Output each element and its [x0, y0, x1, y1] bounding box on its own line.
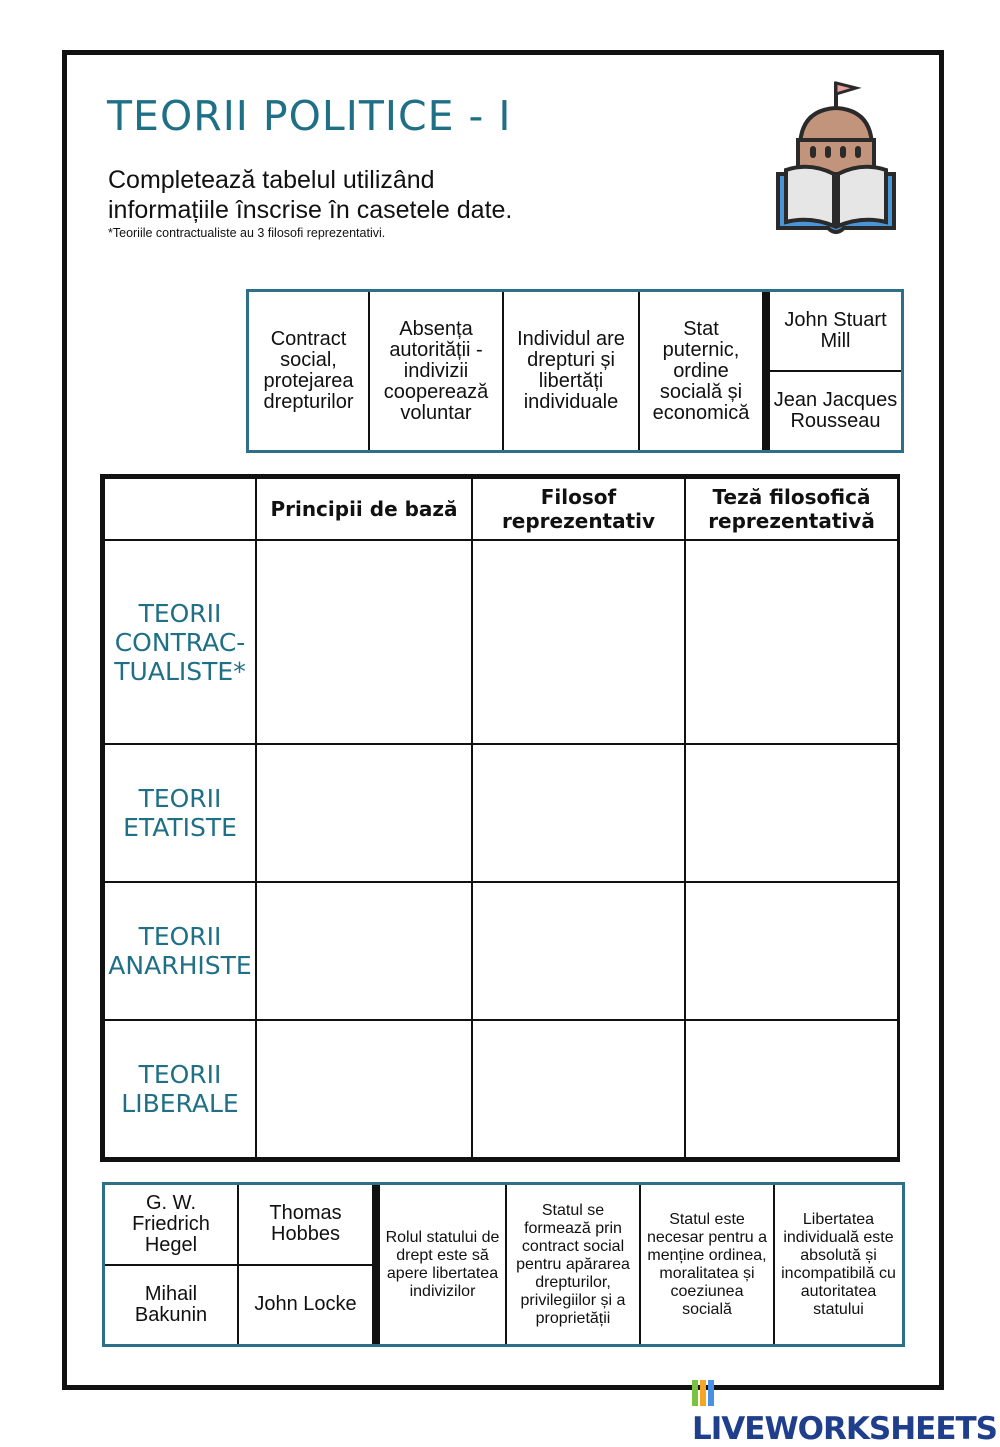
drop-zone[interactable] — [472, 882, 685, 1020]
instructions-note: *Teoriile contractualiste au 3 filosofi reprezentativi. — [108, 226, 386, 240]
capitol-book-icon — [770, 78, 902, 238]
name-card[interactable]: John Locke — [254, 1293, 357, 1316]
name-card[interactable]: Thomas Hobbes — [239, 1185, 372, 1266]
bottom-names-left — [105, 1185, 239, 1344]
option-card[interactable]: Statul se formează prin contract social pentru apărarea drepturilor, privilegiilor și a proprietății — [507, 1185, 641, 1344]
header-philosopher: Filosof reprezentativ — [472, 478, 685, 540]
option-card[interactable]: Stat puternic, ordine socială și economică — [652, 317, 750, 424]
liveworksheets-icon — [692, 1380, 714, 1406]
drop-zone[interactable] — [256, 882, 472, 1020]
drop-zone[interactable] — [256, 540, 472, 744]
row-label-anarchist: TEORII ANARHISTE — [104, 882, 256, 1020]
table-row — [104, 540, 898, 744]
instructions — [108, 165, 512, 225]
brand-logo — [692, 1375, 1000, 1447]
drop-zone[interactable] — [685, 540, 898, 744]
instructions-line-2: informațiile înscrise în casetele date. — [108, 196, 513, 224]
drop-zone[interactable] — [685, 744, 898, 882]
drop-zone[interactable] — [685, 882, 898, 1020]
bottom-names-right — [239, 1185, 372, 1344]
header-empty — [104, 478, 256, 540]
option-card[interactable]: Individul are drepturi și libertăți individuale — [504, 292, 640, 450]
option-card[interactable]: Statul este necesar pentru a menține ordinea, moralitatea și coeziunea socială — [641, 1185, 775, 1344]
row-label-contractualist: TEORII CONTRAC-TUALISTE* — [104, 540, 256, 744]
instructions-line-1: Completează tabelul utilizând — [108, 166, 435, 194]
name-card[interactable]: John Stuart Mill — [770, 292, 901, 372]
option-card[interactable]: Rolul statului de drept este să apere libertatea indivizilor — [372, 1185, 507, 1344]
row-label-etatist: TEORII ETATISTE — [104, 744, 256, 882]
table-row — [104, 882, 898, 1020]
name-card[interactable]: G. W. Friedrich Hegel — [105, 1185, 237, 1266]
header-principles: Principii de bază — [256, 478, 472, 540]
table-row — [104, 744, 898, 882]
bottom-options-box — [102, 1182, 905, 1347]
option-card[interactable]: Contract social, protejarea drepturilor — [249, 292, 370, 450]
drop-zone[interactable] — [685, 1020, 898, 1158]
drop-zone[interactable] — [472, 540, 685, 744]
name-card[interactable]: Jean Jacques Rousseau — [773, 389, 898, 432]
brand-text: LIVEWORKSHEETS — [692, 1411, 997, 1447]
page-title: TEORII POLITICE - I — [107, 92, 512, 140]
drop-zone[interactable] — [472, 744, 685, 882]
top-names-stack — [762, 292, 901, 450]
name-card[interactable]: Mihail Bakunin — [134, 1282, 208, 1326]
drop-zone[interactable] — [256, 744, 472, 882]
table-row — [104, 1020, 898, 1158]
theories-table — [100, 474, 900, 1162]
header-thesis: Teză filosofică reprezentativă — [685, 478, 898, 540]
drop-zone[interactable] — [256, 1020, 472, 1158]
table-header-row — [104, 478, 898, 540]
option-card[interactable]: Libertatea individuală este absolută și incompatibilă cu autoritatea statului — [781, 1210, 896, 1318]
row-label-liberal: TEORII LIBERALE — [104, 1020, 256, 1158]
top-options-box — [246, 289, 904, 453]
option-card[interactable]: Absența autorității - indivizii cooperează voluntar — [370, 292, 504, 450]
drop-zone[interactable] — [472, 1020, 685, 1158]
